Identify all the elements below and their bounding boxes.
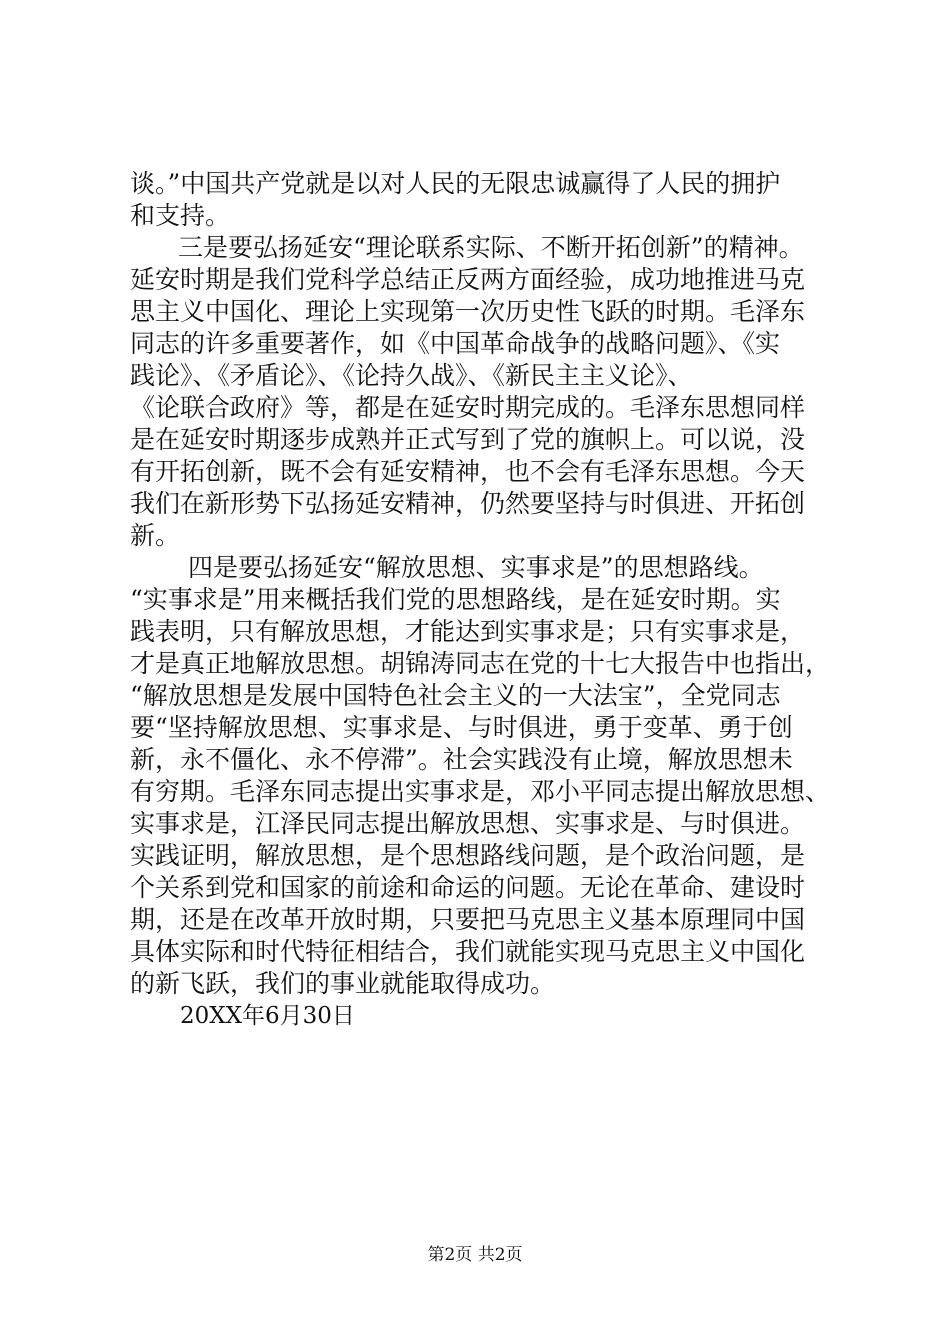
body-line-11: 我们在新形势下弘扬延安精神，仍然要坚持与时俱进、开拓创 [130, 489, 806, 518]
body-line-12: 新。 [130, 521, 181, 550]
document-date: 20XX年6月30日 [180, 1003, 355, 1029]
body-line-2: 和支持。 [130, 201, 231, 230]
body-line-15: 践表明，只有解放思想，才能达到实事求是；只有实事求是， [130, 617, 806, 646]
body-line-14: “实事求是”用来概括我们党的思想路线，是在延安时期。实 [130, 585, 781, 614]
body-line-10: 有开拓创新，既不会有延安精神，也不会有毛泽东思想。今天 [130, 457, 806, 486]
body-line-4: 延安时期是我们党科学总结正反两方面经验，成功地推进马克 [130, 265, 806, 294]
body-line-9: 是在延安时期逐步成熟并正式写到了党的旗帜上。可以说，没 [130, 425, 806, 454]
body-line-7: 践论》、《矛盾论》、《论持久战》、《新民主主义论》、 [130, 361, 693, 390]
body-line-23: 个关系到党和国家的前途和命运的问题。无论在革命、建设时 [130, 873, 806, 902]
body-line-8: 《论联合政府》等，都是在延安时期完成的。毛泽东思想同样 [130, 393, 806, 422]
paragraph-3-start: 三是要弘扬延安“理论联系实际、不断开拓创新”的精神。 [178, 233, 804, 262]
body-line-26: 的新飞跃，我们的事业就能取得成功。 [130, 969, 556, 998]
body-line-24: 期，还是在改革开放时期，只要把马克思主义基本原理同中国 [130, 905, 806, 934]
body-line-18: 要“坚持解放思想、实事求是、与时俱进，勇于变革、勇于创 [130, 713, 793, 742]
page-number-footer: 第2页 共2页 [427, 1245, 523, 1265]
body-line-21: 实事求是，江泽民同志提出解放思想、实事求是、与时俱进。 [130, 809, 806, 838]
body-line-19: 新，永不僵化、永不停滞”。社会实践没有止境，解放思想未 [130, 745, 793, 774]
body-line-16: 才是真正地解放思想。胡锦涛同志在党的十七大报告中也指出， [130, 649, 831, 678]
paragraph-4-start: 四是要弘扬延安“解放思想、实事求是”的思想路线。 [188, 553, 764, 582]
body-line-25: 具体实际和时代特征相结合，我们就能实现马克思主义中国化 [130, 937, 806, 966]
body-line-17: “解放思想是发展中国特色社会主义的一大法宝”，全党同志 [130, 681, 781, 710]
body-line-5: 思主义中国化、理论上实现第一次历史性飞跃的时期。毛泽东 [130, 297, 806, 326]
body-line-1: 谈。”中国共产党就是以对人民的无限忠诚赢得了人民的拥护 [130, 169, 781, 198]
body-line-22: 实践证明，解放思想，是个思想路线问题，是个政治问题，是 [130, 841, 806, 870]
body-line-20: 有穷期。毛泽东同志提出实事求是，邓小平同志提出解放思想、 [130, 777, 831, 806]
body-line-6: 同志的许多重要著作，如《中国革命战争的战略问题》、《实 [130, 329, 781, 358]
